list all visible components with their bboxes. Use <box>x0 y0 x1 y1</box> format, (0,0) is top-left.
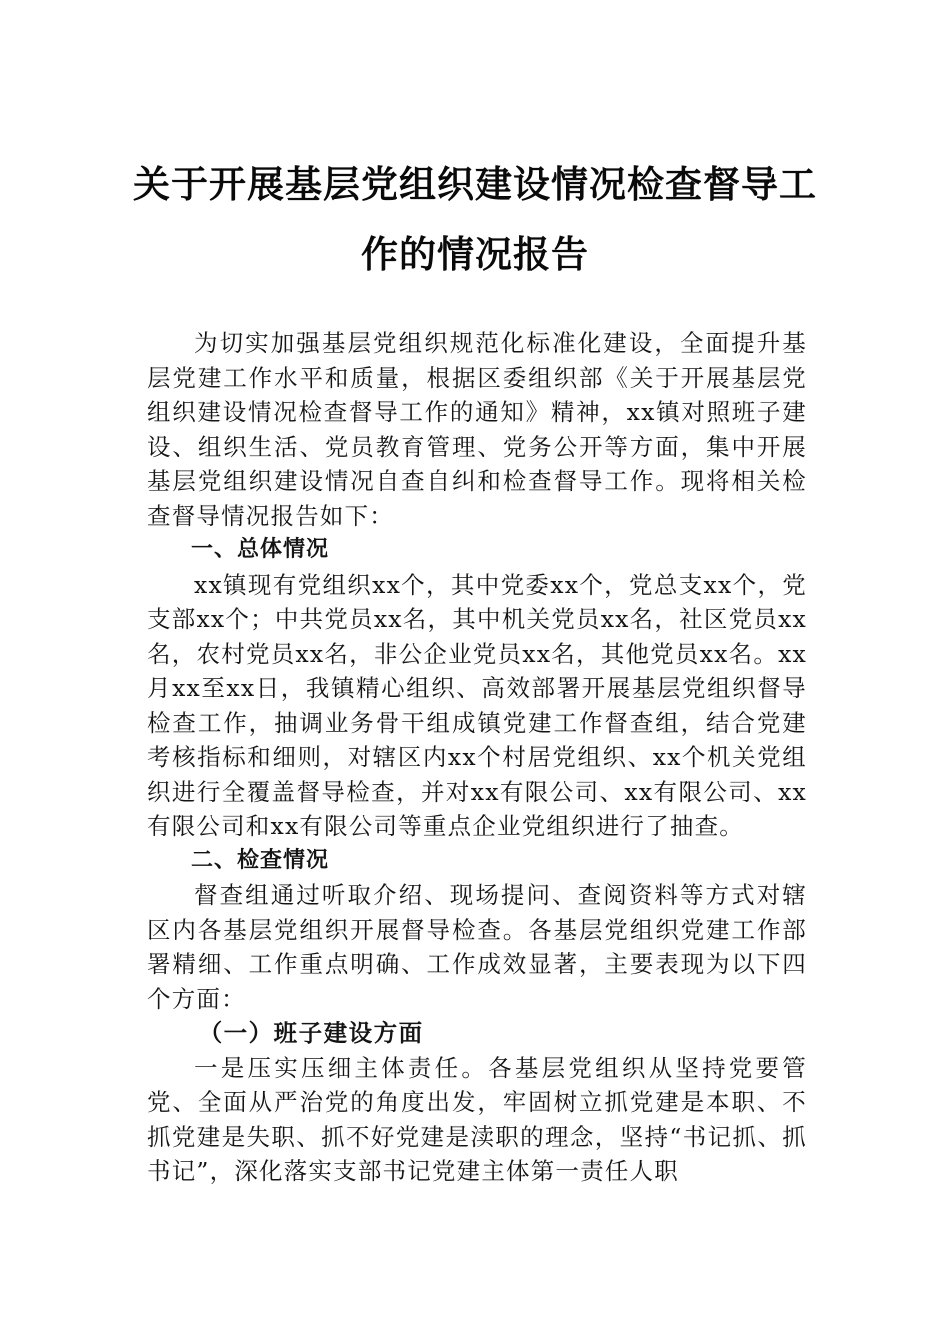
document-title-line-1: 关于开展基层党组织建设情况检查督导工 <box>133 162 817 206</box>
document-body <box>147 326 807 1189</box>
section-1-heading: 一、总体情况 <box>191 537 330 562</box>
section-2-paragraph: 督查组通过听取介绍、现场提问、查阅资料等方式对辖区内各基层党组织开展督导检查。各基层党组织党建工作部署精细、工作重点明确、工作成效显著，主要表现为以下四个方面： <box>147 881 807 1013</box>
subsection-1-heading: （一）班子建设方面 <box>198 1019 424 1047</box>
section-1-paragraph: xx镇现有党组织xx个，其中党委xx个，党总支xx个，党支部xx个；中共党员xx名，其中机关党员xx名，社区党员xx名，农村党员xx名，非公企业党员xx名，其他党员xx名。xx月xx至xx日，我镇精心组织、高效部署开展基层党组织督导检查工作，抽调业务骨干组成镇党建工作督查组，结合党建考核指标和细则，对辖区内xx个村居党组织、xx个机关党组织进行全覆盖督导检查，并对xx有限公司、xx有限公司、xx有限公司和xx有限公司等重点企业党组织进行了抽查。 <box>147 570 807 840</box>
section-2-heading: 二、检查情况 <box>191 847 330 873</box>
subsection-1-paragraph: 一是压实压细主体责任。各基层党组织从坚持党要管党、全面从严治党的角度出发，牢固树立抓党建是本职、不抓党建是失职、抓不好党建是渎职的理念，坚持“书记抓、抓书记”，深化落实支部书记党建主体第一责任人职 <box>147 1053 807 1185</box>
document-title-line-2: 作的情况报告 <box>361 232 589 276</box>
intro-paragraph: 为切实加强基层党组织规范化标准化建设，全面提升基层党建工作水平和质量，根据区委组织部《关于开展基层党组织建设情况检查督导工作的通知》精神，xx镇对照班子建设、组织生活、党员教育管理、党务公开等方面，集中开展基层党组织建设情况自查自纠和检查督导工作。现将相关检查督导情况报告如下： <box>147 329 807 530</box>
